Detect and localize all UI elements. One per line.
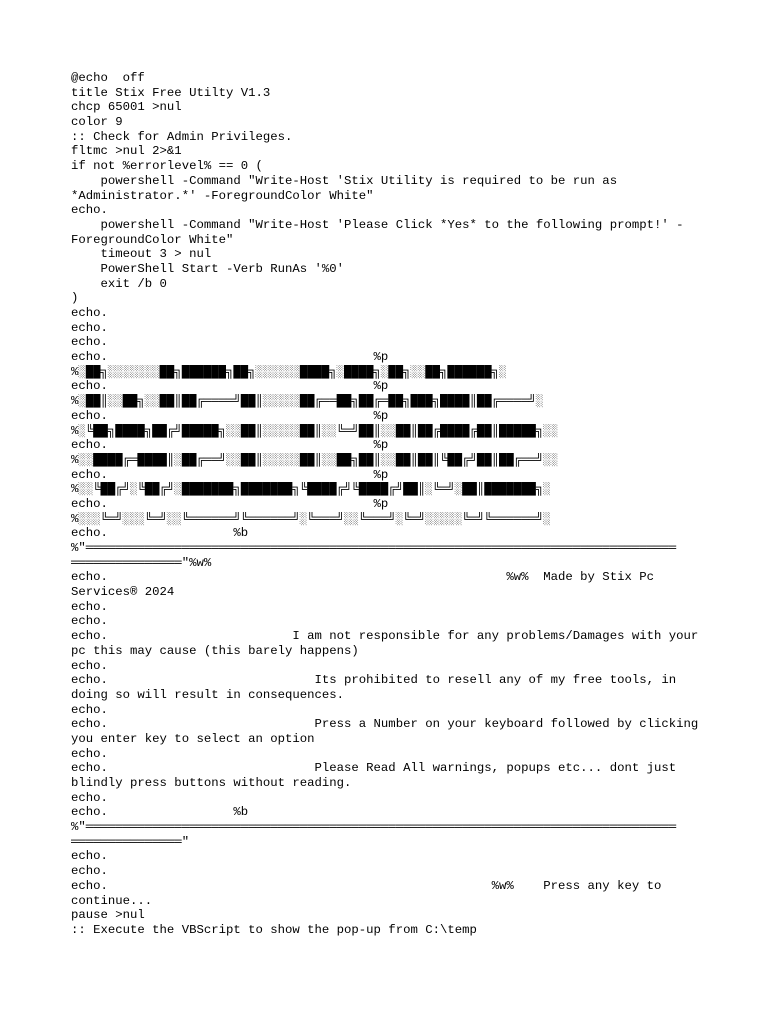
code-line: doing so will result in consequences. bbox=[71, 687, 345, 702]
code-line: @echo off bbox=[71, 71, 145, 85]
code-line: ForegroundColor White" bbox=[71, 232, 234, 247]
document-page bbox=[71, 71, 711, 938]
code-line: echo. Press a Number on your keyboard followed by clicking bbox=[71, 717, 699, 732]
code-line: echo. bbox=[71, 849, 108, 864]
code-line: color 9 bbox=[71, 115, 123, 130]
code-line: echo. %p bbox=[71, 379, 389, 394]
code-line: echo. %p bbox=[71, 438, 389, 453]
code-line: %░░░╚═╝░░░╚═╝░░╚══════╝╚══════╝░╚═══╝░░╚═══╝░╚═╝░░░░░╚═╝╚══════╝░ bbox=[71, 511, 551, 526]
code-line: echo. bbox=[71, 203, 108, 218]
code-line: pause >nul bbox=[71, 908, 145, 923]
code-line: if not %errorlevel% == 0 ( bbox=[71, 159, 263, 174]
code-line: exit /b 0 bbox=[71, 276, 167, 291]
code-line: %"════════════════════════════════════════════════════════════════════════════════ bbox=[71, 541, 677, 555]
code-line: echo. bbox=[71, 335, 108, 350]
code-line: %░╚██╗████╗██╔╝█████╗░░██║░░░░░██║░░╚═╝██║░░██║██╔████╔██║█████╗░░ bbox=[71, 423, 559, 438]
code-line: timeout 3 > nul bbox=[71, 247, 212, 262]
code-line: echo. bbox=[71, 320, 108, 335]
code-line: echo. %b bbox=[71, 805, 249, 820]
code-line: echo. bbox=[71, 599, 108, 614]
code-line: ) bbox=[71, 291, 79, 306]
code-line: PowerShell Start -Verb RunAs '%0' bbox=[71, 261, 345, 276]
script-listing bbox=[71, 71, 711, 938]
code-line: echo. %b bbox=[71, 526, 249, 541]
code-line: %░██╗░░░░░░░██╗██████╗██╗░░░░░░████╗░████╗░██╗░░██╗██████╗░ bbox=[71, 364, 507, 379]
code-line: pc this may cause (this barely happens) bbox=[71, 643, 359, 658]
code-line: echo. bbox=[71, 306, 108, 320]
code-line: powershell -Command "Write-Host 'Stix Utility is required to be run as bbox=[71, 173, 618, 188]
code-line: echo. bbox=[71, 746, 108, 761]
code-line: echo. Please Read All warnings, popups etc... dont just bbox=[71, 761, 677, 776]
code-line: chcp 65001 >nul bbox=[71, 100, 182, 115]
code-line: :: Check for Admin Privileges. bbox=[71, 129, 293, 144]
code-line: :: Execute the VBScript to show the pop-up from C:\temp bbox=[71, 922, 477, 937]
code-line: fltmc >nul 2>&1 bbox=[71, 144, 182, 159]
code-line: echo. bbox=[71, 702, 108, 717]
code-line: echo. %p bbox=[71, 496, 389, 511]
code-line: echo. %w% Press any key to bbox=[71, 878, 662, 893]
code-line: echo. bbox=[71, 790, 108, 805]
code-line: continue... bbox=[71, 893, 153, 908]
code-line: title Stix Free Utilty V1.3 bbox=[71, 85, 271, 100]
code-line: ═══════════════"%w% bbox=[71, 555, 212, 570]
code-line: blindly press buttons without reading. bbox=[71, 776, 352, 790]
code-line: Services® 2024 bbox=[71, 585, 175, 600]
code-line: %░░████╔═████║░██╔══╝░░██║░░░░░██║░░██╗██║░░██║██║╚██╔╝██║██╔══╝░░ bbox=[71, 452, 559, 467]
code-line: echo. %p bbox=[71, 408, 389, 423]
code-line: powershell -Command "Write-Host 'Please Click *Yes* to the following prompt!' - bbox=[71, 217, 684, 232]
code-line: echo. I am not responsible for any problems/Damages with your bbox=[71, 629, 699, 644]
code-line: echo. Its prohibited to resell any of my free tools, in bbox=[71, 673, 677, 688]
code-line: ═══════════════" bbox=[71, 834, 190, 849]
code-line: *Administrator.*' -ForegroundColor White" bbox=[71, 188, 374, 203]
code-line: echo. %p bbox=[71, 350, 389, 365]
code-line: %░██║░░██╗░░██║██╔════╝██║░░░░░██╔══██╗██╔═██╗███╗████║██╔════╝░ bbox=[71, 394, 544, 409]
code-line: echo. bbox=[71, 658, 108, 673]
code-line: echo. %w% Made by Stix Pc bbox=[71, 570, 654, 585]
code-line: echo. %p bbox=[71, 467, 389, 482]
code-line: echo. bbox=[71, 614, 108, 629]
code-line: %░░╚██╔╝░╚██╔╝░███████╗███████╗╚████╔╝╚████╔╝██║░╚═╝░██║███████╗░ bbox=[71, 482, 551, 497]
code-line: echo. bbox=[71, 864, 108, 879]
code-line: you enter key to select an option bbox=[71, 731, 315, 746]
code-line: %"════════════════════════════════════════════════════════════════════════════════ bbox=[71, 820, 677, 835]
